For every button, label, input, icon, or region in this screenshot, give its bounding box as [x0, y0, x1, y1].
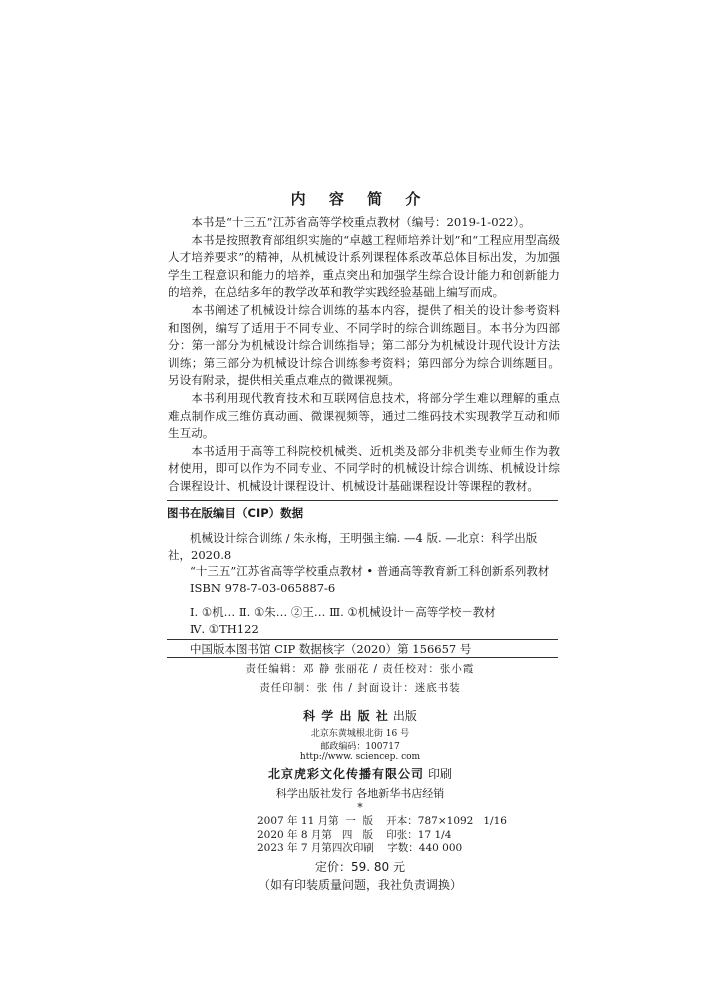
publisher-url: http://www. sciencep. com [299, 752, 421, 762]
summary-paragraph: 本书是“十三五”江苏省高等学校重点教材（编号：2019-1-022）。 [191, 215, 531, 229]
publisher-suffix: 出版 [392, 709, 417, 723]
cip-publisher-line: 社，2020.8 [168, 547, 232, 562]
cip-class-line-2: Ⅳ. ①TH122 [190, 621, 259, 636]
distribution-line: 科学出版社发行 各地新华书店经销 [275, 787, 445, 800]
cip-heading: 图书在版编目（CIP）数据 [167, 506, 304, 520]
price: 定价：59. 80 元 [315, 860, 405, 874]
edition-row-2: 2020 年 8 月第 四 版 印张：17 1/4 [257, 828, 452, 841]
summary-body [168, 214, 560, 496]
summary-title: 内 容 简 介 [290, 190, 430, 208]
printer-suffix: 印刷 [428, 767, 453, 781]
cip-classification [190, 604, 560, 637]
quality-notice: （如有印装质量问题，我社负责调换） [257, 878, 462, 892]
cip-record [168, 530, 560, 596]
printer-line [0, 765, 720, 782]
staff-line-editors: 责任编辑：邓 静 张丽花 / 责任校对：张小霞 [245, 663, 475, 675]
cip-series-line: “十三五”江苏省高等学校重点教材 • 普通高等教育新工科创新系列教材 [190, 564, 550, 578]
staff-line-production: 责任印制：张 伟 / 封面设计：迷底书装 [259, 682, 461, 694]
cip-bottom-rule [167, 657, 558, 658]
edition-row-3: 2023 年 7 月第四次印刷 字数：440 000 [257, 842, 463, 854]
publisher-address: 北京东黄城根北街 16 号 [310, 729, 410, 739]
cip-title-line: 机械设计综合训练 / 朱永梅，王明强主编. —4 版. —北京：科学出版 [190, 531, 538, 545]
publisher-postcode: 邮政编码：100717 [320, 742, 400, 752]
summary-paragraph: 本书适用于高等工科院校机械类、近机类及部分非机类专业师生作为教材使用，即可以作为不同专业、不同学时的机械设计综合训练、机械设计综合课程设计、机械设计课程设计、机械设计基础课程设计等课程的教材。 [168, 443, 560, 493]
summary-paragraph: 本书利用现代教育技术和互联网信息技术，将部分学生难以理解的重点难点制作成三维仿真动画、微课视频等，通过二维码技术实现教学互动和师生互动。 [168, 390, 560, 441]
publisher-line [0, 707, 720, 724]
publisher-name: 科 学 出 版 社 [303, 709, 389, 723]
cip-mid-rule [167, 639, 558, 640]
edition-row-1: 2007 年 11 月第 一 版 开本：787×1092 1/16 [257, 815, 507, 827]
printer-name: 北京虎彩文化传播有限公司 [267, 767, 424, 781]
cip-top-rule [167, 500, 558, 501]
edition-info [257, 815, 507, 856]
cip-class-line-1: Ⅰ. ①机… Ⅱ. ①朱… ②王… Ⅲ. ①机械设计－高等学校－教材 [190, 605, 496, 619]
separator-star: * [357, 801, 363, 814]
cip-number: 中国版本图书馆 CIP 数据核字（2020）第 156657 号 [190, 642, 472, 656]
summary-paragraph: 本书阐述了机械设计综合训练的基本内容，提供了相关的设计参考资料和图例，编写了适用于不同专业、不同学时的综合训练题目。本书分为四部分：第一部分为机械设计综合训练指导；第二部分为机械设计现代设计方法训练；第三部分为机械设计综合训练参考资料；第四部分为综合训练题目。另设有附录，提供相关重点难点的微课视频。 [168, 302, 560, 388]
summary-paragraph: 本书是按照教育部组织实施的“卓越工程师培养计划”和“工程应用型高级人才培养要求”的精神，从机械设计系列课程体系改革总体目标出发，为加强学生工程意识和能力的培养，重点突出和加强学生综合设计能力和创新能力的培养，在总结多年的教学改革和教学实践经验基础上编写而成。 [168, 232, 560, 300]
cip-isbn: ISBN 978-7-03-065887-6 [190, 580, 336, 595]
